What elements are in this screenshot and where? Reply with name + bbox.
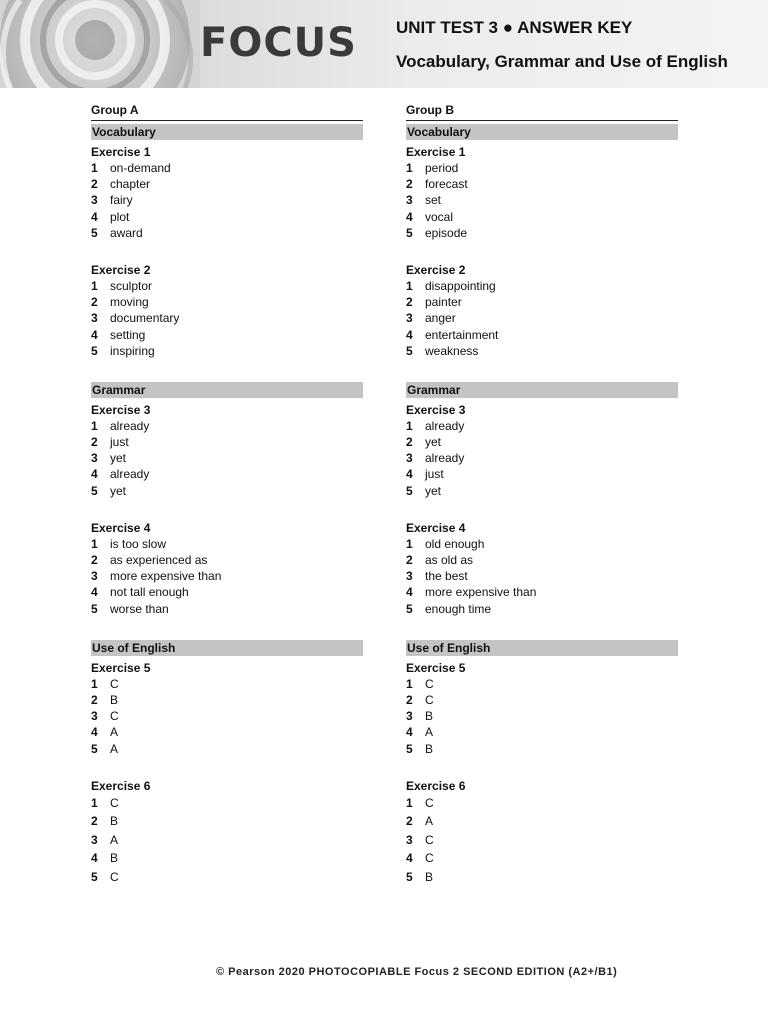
answer-number: 1 <box>91 418 98 433</box>
answer-row <box>91 794 363 813</box>
answer-text: B <box>425 709 434 724</box>
exercise-spacer <box>406 241 678 258</box>
answer-row <box>406 692 678 708</box>
answer-text: B <box>425 870 434 885</box>
answer-number: 1 <box>406 676 413 691</box>
grammar-section-header: Grammar <box>406 382 678 398</box>
answer-text: set <box>425 193 442 208</box>
answer-text: C <box>425 676 434 691</box>
section-spacer <box>91 617 363 637</box>
answer-text: C <box>110 709 119 724</box>
exercise-title: Exercise 2 <box>406 262 466 277</box>
answer-number: 5 <box>406 225 413 240</box>
answer-number: 4 <box>406 209 413 224</box>
answer-number: 1 <box>406 418 413 433</box>
exercise-title: Exercise 4 <box>406 520 466 535</box>
answer-row <box>406 343 678 359</box>
answer-text: C <box>425 692 434 707</box>
answer-text: setting <box>110 327 146 342</box>
answer-text: already <box>425 451 465 466</box>
answer-text: on-demand <box>110 161 171 175</box>
answer-number: 5 <box>91 601 98 616</box>
answer-number: 3 <box>91 832 98 847</box>
answer-row <box>91 209 363 225</box>
answer-text: B <box>110 814 119 829</box>
answer-row <box>406 294 678 310</box>
exercise-title: Exercise 3 <box>91 402 151 417</box>
answer-row <box>406 483 678 499</box>
answer-text: just <box>425 467 444 482</box>
answer-text: just <box>110 435 129 450</box>
answer-number: 1 <box>406 278 413 293</box>
answer-number: 2 <box>91 177 98 192</box>
answer-row <box>91 584 363 600</box>
exercise-title: Exercise 1 <box>91 145 151 159</box>
answer-text: B <box>110 692 119 707</box>
answer-text: period <box>425 161 459 175</box>
exercise-title: Exercise 4 <box>91 520 151 535</box>
answer-row <box>91 466 363 482</box>
answer-number: 4 <box>91 725 98 740</box>
answer-row <box>91 676 363 692</box>
answer-number: 2 <box>91 814 98 829</box>
answer-number: 4 <box>91 209 98 224</box>
answer-row <box>406 584 678 600</box>
answer-row <box>91 434 363 450</box>
exercise-title: Exercise 2 <box>91 262 151 277</box>
answer-number: 3 <box>91 451 98 466</box>
footer: © Pearson 2020 PHOTOCOPIABLE Focus 2 SECOND EDITION (A2+/B1) <box>216 966 618 978</box>
answer-row <box>91 310 363 326</box>
answer-text: weakness <box>425 343 479 358</box>
answer-number: 5 <box>406 601 413 616</box>
answer-number: 2 <box>406 814 413 829</box>
answer-text: more expensive than <box>110 569 222 584</box>
answer-text: sculptor <box>110 278 153 293</box>
answer-text: more expensive than <box>425 585 537 600</box>
answer-row <box>91 225 363 241</box>
use-of-english-section-header: Use of English <box>91 640 363 656</box>
answer-row <box>406 310 678 326</box>
answer-text: not tall enough <box>110 585 189 600</box>
answer-row <box>406 327 678 343</box>
answer-text: fairy <box>110 193 133 208</box>
answer-text: documentary <box>110 311 180 326</box>
answer-number: 4 <box>91 585 98 600</box>
answer-row <box>406 552 678 568</box>
answer-row <box>91 278 363 294</box>
group-a-column <box>91 102 363 887</box>
page-header <box>0 0 768 88</box>
section-spacer <box>406 617 678 637</box>
answer-row <box>406 831 678 850</box>
answer-text: plot <box>110 209 130 224</box>
answer-row <box>406 160 678 176</box>
answer-number: 2 <box>91 692 98 707</box>
answer-row <box>406 450 678 466</box>
answer-number: 2 <box>91 553 98 567</box>
answer-row <box>406 418 678 434</box>
exercise-spacer <box>406 499 678 516</box>
test-subtitle: Vocabulary, Grammar and Use of English <box>396 52 728 71</box>
answer-text: award <box>110 225 143 240</box>
answer-row <box>406 434 678 450</box>
answer-number: 5 <box>406 343 413 358</box>
answer-row <box>406 849 678 868</box>
answer-text: already <box>110 418 150 433</box>
answer-number: 1 <box>91 795 98 810</box>
answer-text: anger <box>425 311 456 326</box>
answer-row <box>406 176 678 192</box>
answer-number: 3 <box>406 311 413 326</box>
answer-number: 4 <box>406 725 413 740</box>
exercise-spacer <box>91 241 363 258</box>
answer-number: 1 <box>91 278 98 293</box>
test-title: UNIT TEST 3 ● ANSWER KEY <box>396 18 633 37</box>
answer-row <box>406 676 678 692</box>
vocabulary-section-header: Vocabulary <box>406 124 678 140</box>
answer-text: forecast <box>425 177 468 192</box>
focus-logo: FOCUS <box>200 20 357 66</box>
answer-row <box>91 343 363 359</box>
answer-row <box>91 568 363 584</box>
answer-number: 2 <box>91 295 98 310</box>
answer-row <box>91 692 363 708</box>
answer-number: 5 <box>91 483 98 498</box>
answer-row <box>91 536 363 552</box>
answer-row <box>91 192 363 208</box>
answer-row <box>91 450 363 466</box>
answer-text: yet <box>110 483 127 498</box>
answer-row <box>91 601 363 617</box>
answer-text: enough time <box>425 601 492 616</box>
answer-text: A <box>110 725 119 740</box>
answer-row <box>91 812 363 831</box>
answer-number: 3 <box>406 832 413 847</box>
answer-row <box>406 278 678 294</box>
answer-number: 2 <box>406 692 413 707</box>
answer-row <box>91 327 363 343</box>
answer-text: already <box>425 418 465 433</box>
answer-text: yet <box>425 483 442 498</box>
answer-number: 3 <box>406 709 413 724</box>
answer-row <box>91 294 363 310</box>
answer-number: 4 <box>91 327 98 342</box>
answer-row <box>91 849 363 868</box>
answer-text: A <box>110 741 119 756</box>
answer-number: 3 <box>91 709 98 724</box>
answer-text: A <box>425 725 434 740</box>
answer-number: 3 <box>406 451 413 466</box>
answer-text: disappointing <box>425 278 496 293</box>
answer-text: painter <box>425 295 462 310</box>
answer-row <box>406 225 678 241</box>
answer-number: 4 <box>406 585 413 600</box>
answer-number: 4 <box>406 851 413 866</box>
answer-text: C <box>425 832 434 847</box>
exercise-title: Exercise 5 <box>406 660 466 675</box>
vocabulary-section-header: Vocabulary <box>91 124 363 140</box>
answer-text: vocal <box>425 209 454 224</box>
answer-row <box>91 724 363 740</box>
answer-text: the best <box>425 569 468 584</box>
answer-row <box>406 536 678 552</box>
answer-row <box>406 568 678 584</box>
answer-row <box>91 418 363 434</box>
answer-number: 3 <box>91 569 98 584</box>
answer-text: episode <box>425 225 468 240</box>
answer-number: 4 <box>91 467 98 482</box>
answer-number: 1 <box>406 161 413 175</box>
group-title: Group B <box>406 102 678 121</box>
exercise-spacer <box>406 757 678 774</box>
answer-text: C <box>110 676 119 691</box>
answer-text: entertainment <box>425 327 499 342</box>
answer-row <box>91 176 363 192</box>
answer-row <box>406 209 678 225</box>
answer-number: 4 <box>406 467 413 482</box>
answer-row <box>91 831 363 850</box>
answer-row <box>406 708 678 724</box>
exercise-title: Exercise 1 <box>406 145 466 159</box>
answer-number: 1 <box>91 161 98 175</box>
grammar-section-header: Grammar <box>91 382 363 398</box>
answer-row <box>91 741 363 757</box>
exercise-title: Exercise 3 <box>406 402 466 417</box>
answer-number: 5 <box>91 870 98 885</box>
answer-row <box>406 794 678 813</box>
exercise-spacer <box>91 757 363 774</box>
answer-number: 2 <box>406 553 413 567</box>
answer-text: yet <box>110 451 127 466</box>
section-spacer <box>91 359 363 379</box>
answer-text: already <box>110 467 150 482</box>
group-title: Group A <box>91 102 363 121</box>
answer-row <box>91 868 363 887</box>
answer-number: 2 <box>406 435 413 450</box>
answer-text: B <box>110 851 119 866</box>
answer-number: 4 <box>91 851 98 866</box>
answer-text: worse than <box>110 601 169 616</box>
answer-text: C <box>110 870 119 885</box>
exercise-title: Exercise 5 <box>91 660 151 675</box>
answer-text: C <box>425 851 434 866</box>
answer-text: yet <box>425 435 442 450</box>
answer-row <box>91 708 363 724</box>
exercise-spacer <box>91 499 363 516</box>
answer-text: moving <box>110 295 149 310</box>
answer-row <box>406 192 678 208</box>
answer-text: C <box>425 795 434 810</box>
answer-number: 5 <box>406 483 413 498</box>
answer-number: 5 <box>91 225 98 240</box>
answer-row <box>406 601 678 617</box>
answer-row <box>91 552 363 568</box>
answer-number: 1 <box>406 536 413 551</box>
answer-number: 1 <box>91 676 98 691</box>
answer-number: 3 <box>91 193 98 208</box>
answer-row <box>406 741 678 757</box>
answer-text: chapter <box>110 177 151 192</box>
answer-number: 3 <box>406 193 413 208</box>
answer-row <box>406 724 678 740</box>
use-of-english-section-header: Use of English <box>406 640 678 656</box>
answer-number: 2 <box>91 435 98 450</box>
answer-number: 3 <box>91 311 98 326</box>
answer-text: as old as <box>425 553 474 567</box>
answer-text: A <box>425 814 434 829</box>
exercise-title: Exercise 6 <box>406 778 466 793</box>
answer-text: inspiring <box>110 343 155 358</box>
answer-number: 4 <box>406 327 413 342</box>
answer-number: 2 <box>406 295 413 310</box>
answer-text: C <box>110 795 119 810</box>
answer-number: 1 <box>406 795 413 810</box>
section-spacer <box>406 359 678 379</box>
answer-text: old enough <box>425 536 485 551</box>
exercise-title: Exercise 6 <box>91 778 151 793</box>
group-b-column <box>406 102 678 887</box>
answer-text: A <box>110 832 119 847</box>
answer-number: 3 <box>406 569 413 584</box>
answer-number: 5 <box>91 343 98 358</box>
focus-lens-graphic <box>0 0 200 88</box>
answer-row <box>406 868 678 887</box>
answer-row <box>406 812 678 831</box>
answer-text: is too slow <box>110 536 167 551</box>
answer-row <box>406 466 678 482</box>
answer-text: as experienced as <box>110 553 208 567</box>
answer-row <box>91 483 363 499</box>
answer-number: 2 <box>406 177 413 192</box>
answer-text: B <box>425 741 434 756</box>
answer-number: 5 <box>91 741 98 756</box>
answer-number: 5 <box>406 870 413 885</box>
answer-number: 1 <box>91 536 98 551</box>
answer-row <box>91 160 363 176</box>
answer-number: 5 <box>406 741 413 756</box>
